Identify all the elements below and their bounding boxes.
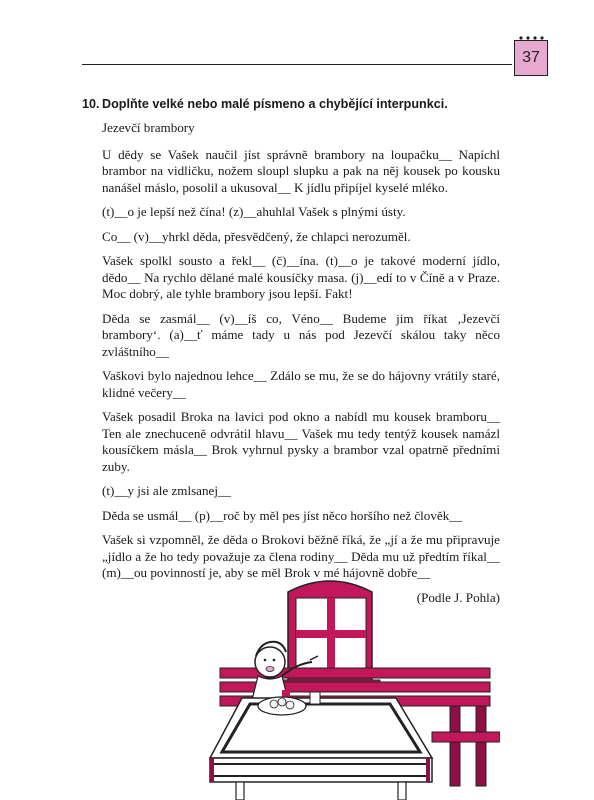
task-number: 10. — [82, 97, 100, 111]
story-illustration — [170, 572, 500, 800]
paragraph-3: Co__ (v)__yhrkl děda, přesvědčený, že chlapci nerozuměl. — [102, 228, 411, 244]
header-rule — [82, 64, 512, 65]
story-text — [102, 120, 500, 614]
task-instruction: Doplňte velké nebo malé písmeno a chybějící interpunkci. — [102, 97, 448, 111]
paragraph-8: (t)__y jsi ale zmlsanej__ — [102, 483, 232, 498]
table-illustration — [210, 692, 432, 800]
story-title: Jezevčí brambory — [102, 120, 195, 135]
paragraph-4: Vašek spolkl sousto a řekl__ (č)__ína. (t)__o je takové moderní jídlo, dědo__ Na rychlo dělané malé kousíčky masa. (j)__edí to v Číně a v Praze. Moc dobrý, ale tyhle brambory jsou lepší. Fakt! — [102, 253, 500, 301]
paragraph-5: Děda se zasmál__ (v)__íš co, Véno__ Budeme jim říkat ‚Jezevčí brambory‘. (a)__ť máme tady u nás pod Jezevčí skálou taky něco zvláštního__ — [102, 310, 500, 359]
task-heading — [82, 97, 522, 111]
paragraph-2: (t)__o je lepší než čína! (z)__ahuhlal Vašek s plnými ústy. — [102, 204, 406, 219]
paragraph-9: Děda se usmál__ (p)__roč by měl pes jíst něco horšího než člověk__ — [102, 507, 463, 523]
paragraph-6: Vaškovi bylo najednou lehce__ Zdálo se mu, že se do hájovny vrátily staré, klidné večery__ — [102, 368, 500, 400]
paragraph-7: Vašek posadil Broka na lavici pod okno a nabídl mu kousek bramboru__ Ten ale znechuceně odvrátil hlavu__ Vašek mu tedy tentýž kousek namázl kousíčkem másla__ Brok vyhrnul pysky a brambor vzal opatrně předními zuby. — [102, 409, 500, 474]
source-citation: (Podle J. Pohla) — [416, 589, 500, 605]
paragraph-10: Vašek si vzpomněl, že děda o Brokovi běžně říká, že „jí a že mu připravuje „jídlo a že ho tedy považuje za člena rodiny__ Děda mu už předtím říkal__ (m)__ou povinností je, aby se měl Brok v mé hájovně dobře__ — [102, 532, 500, 580]
page-number: 37 — [514, 40, 548, 76]
paragraph-1: U dědy se Vašek naučil jíst správně brambory na loupačku__ Napíchl brambor na vidličku, nožem sloupl slupku a pak na něj kousek po kousku nanášel máslo, posolil a ukusoval__ K jídlu připíjel kyselé mléko. — [102, 146, 500, 195]
